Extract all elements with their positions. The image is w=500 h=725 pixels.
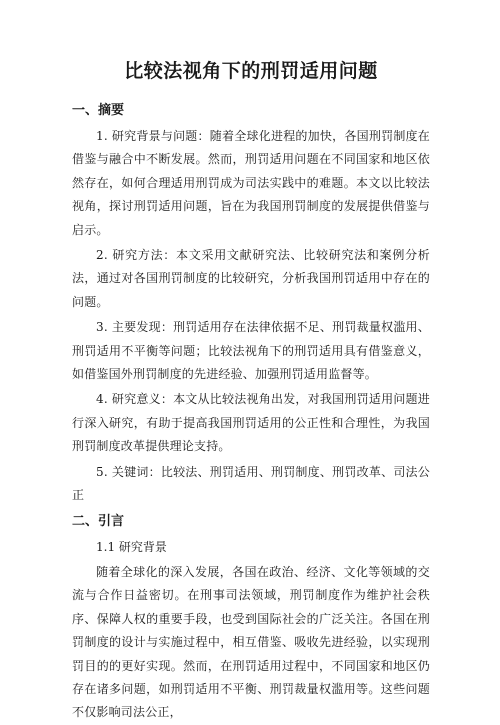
section-heading-introduction: 二、引言 bbox=[72, 513, 125, 529]
document-title: 比较法视角下的刑罚适用问题 bbox=[124, 60, 378, 82]
abstract-paragraph-keywords: 5. 关键词：比较法、刑罚适用、刑罚制度、刑罚改革、司法公正 bbox=[72, 464, 430, 503]
section-heading-abstract: 一、摘要 bbox=[72, 103, 125, 118]
abstract-paragraph-background: 1. 研究背景与问题：随着全球化进程的加快，各国刑罚制度在借鉴与融合中不断发展。然而，刑罚适用问题在不同国家和地区依然存在，如何合理适用刑罚成为司法实践中的难题。本文以比较法视角，探讨刑罚适用问题，旨在为我国刑罚制度的发展提供借鉴与启示。 bbox=[72, 129, 430, 237]
abstract-paragraph-method: 2. 研究方法：本文采用文献研究法、比较研究法和案例分析法，通过对各国刑罚制度的比较研究，分析我国刑罚适用中存在的问题。 bbox=[72, 248, 430, 309]
subsection-heading-background: 1.1 研究背景 bbox=[96, 539, 167, 554]
abstract-paragraph-findings: 3. 主要发现：刑罚适用存在法律依据不足、刑罚裁量权滥用、刑罚适用不平衡等问题；比较法视角下的刑罚适用具有借鉴意义，如借鉴国外刑罚制度的先进经验、加强刑罚适用监督等。 bbox=[72, 320, 430, 382]
introduction-paragraph: 随着全球化的深入发展，各国在政治、经济、文化等领域的交流与合作日益密切。在刑事司法领域，刑罚制度作为维护社会秩序、保障人权的重要手段，也受到国际社会的广泛关注。各国在刑罚制度的设计与实施过程中，相互借鉴、吸收先进经验，以实现刑罚目的的更好实现。然而，在刑罚适用过程中，不同国家和地区仍存在诸多问题，如刑罚适用不平衡、刑罚裁量权滥用等。这些问题不仅影响司法公正， bbox=[72, 564, 430, 720]
abstract-paragraph-significance: 4. 研究意义：本文从比较法视角出发，对我国刑罚适用问题进行深入研究，有助于提高我国刑罚适用的公正性和合理性，为我国刑罚制度改革提供理论支持。 bbox=[72, 392, 430, 454]
